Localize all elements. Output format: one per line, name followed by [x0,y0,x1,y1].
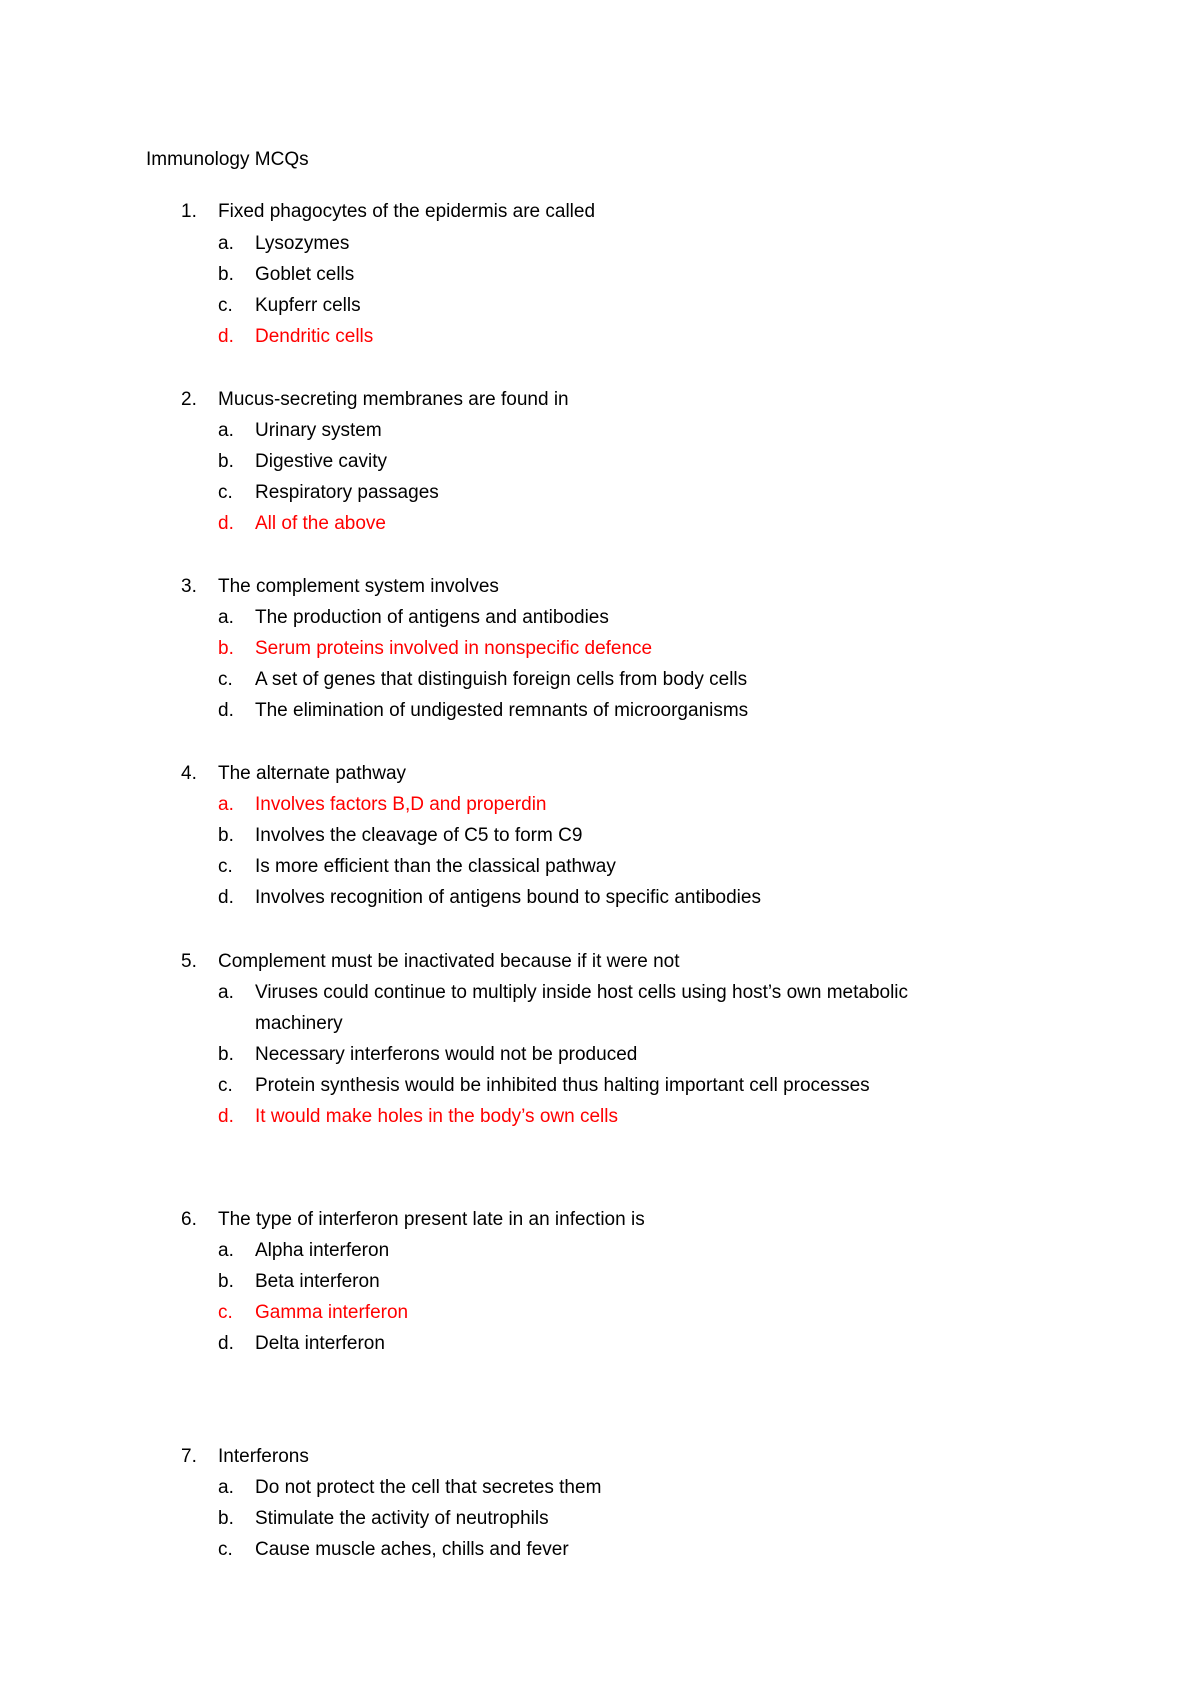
question-number: 7. [181,1446,197,1467]
option-text: The production of antigens and antibodies [255,607,609,628]
question-number: 4. [181,763,197,784]
option-letter: d. [218,1106,234,1127]
option-letter: b. [218,1271,234,1292]
option-text: Serum proteins involved in nonspecific defence [255,638,653,659]
option-letter: c. [218,669,233,690]
option-letter: c. [218,856,233,877]
option-text: Urinary system [255,420,382,441]
option-text: Do not protect the cell that secretes them [255,1477,602,1498]
option-letter: d. [218,326,234,347]
option-letter: d. [218,513,234,534]
option-letter: c. [218,1302,233,1323]
option-letter: b. [218,1508,234,1529]
option-letter: b. [218,825,234,846]
option-text: Alpha interferon [255,1240,390,1261]
question-number: 5. [181,951,197,972]
option-letter: a. [218,982,234,1003]
question-text: Mucus-secreting membranes are found in [218,389,569,410]
option-letter: d. [218,1333,234,1354]
option-text: Involves the cleavage of C5 to form C9 [255,825,583,846]
option-text: Cause muscle aches, chills and fever [255,1539,569,1560]
option-letter: a. [218,1477,234,1498]
option-text: Delta interferon [255,1333,385,1354]
option-text: Gamma interferon [255,1302,409,1323]
document-title: Immunology MCQs [146,149,309,170]
question-number: 2. [181,389,197,410]
question-text: The complement system involves [218,576,499,597]
option-letter: a. [218,607,234,628]
option-text: Lysozymes [255,233,350,254]
option-letter: b. [218,638,234,659]
option-text: Stimulate the activity of neutrophils [255,1508,549,1529]
option-text: All of the above [255,513,386,534]
option-text: Beta interferon [255,1271,380,1292]
option-letter: c. [218,482,233,503]
option-text: It would make holes in the body’s own cells [255,1106,618,1127]
option-text: Involves recognition of antigens bound to specific antibodies [255,887,761,908]
question-text: Fixed phagocytes of the epidermis are called [218,201,596,222]
option-letter: c. [218,1539,233,1560]
question-number: 3. [181,576,197,597]
question-number: 6. [181,1209,197,1230]
option-letter: a. [218,420,234,441]
option-letter: b. [218,264,234,285]
option-text: Dendritic cells [255,326,374,347]
option-text: Respiratory passages [255,482,439,503]
option-letter: d. [218,887,234,908]
option-text: The elimination of undigested remnants of microorganisms [255,700,749,721]
option-text: Viruses could continue to multiply inside host cells using host’s own metabolic [255,982,909,1003]
option-text: Involves factors B,D and properdin [255,794,547,815]
option-text: Goblet cells [255,264,355,285]
option-letter: d. [218,700,234,721]
option-letter: c. [218,295,233,316]
option-text: Is more efficient than the classical pathway [255,856,616,877]
option-letter: b. [218,1044,234,1065]
option-letter: b. [218,451,234,472]
option-letter: c. [218,1075,233,1096]
option-text: A set of genes that distinguish foreign cells from body cells [255,669,748,690]
question-text: Complement must be inactivated because if it were not [218,951,680,972]
option-letter: a. [218,233,234,254]
option-letter: a. [218,794,234,815]
option-text: Protein synthesis would be inhibited thus halting important cell processes [255,1075,870,1096]
question-number: 1. [181,201,197,222]
option-text-continuation: machinery [255,1013,343,1034]
option-letter: a. [218,1240,234,1261]
question-text: The alternate pathway [218,763,407,784]
option-text: Necessary interferons would not be produced [255,1044,638,1065]
question-text: Interferons [218,1446,309,1467]
option-text: Digestive cavity [255,451,387,472]
option-text: Kupferr cells [255,295,361,316]
question-text: The type of interferon present late in an infection is [218,1209,645,1230]
